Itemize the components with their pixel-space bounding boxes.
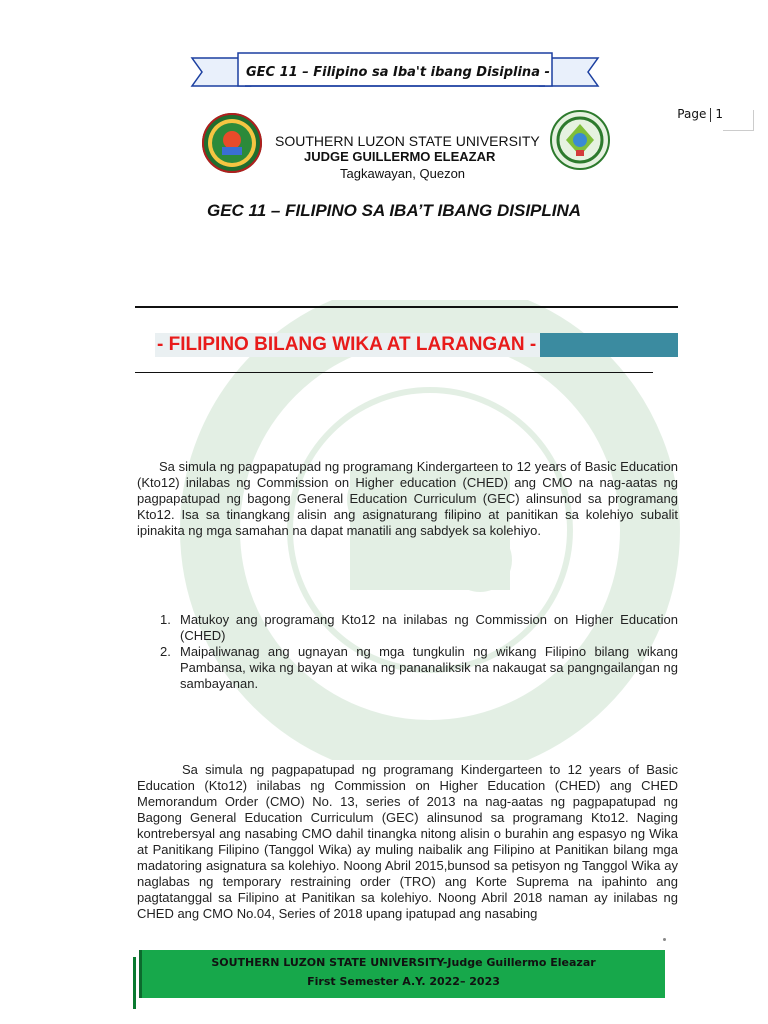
- page-label: Page: [677, 107, 707, 121]
- objectives-list: [160, 612, 678, 692]
- body-paragraph: Sa simula ng pagpapatupad ng programang Kindergarteen to 12 years of Basic Education (Kto12) inilabas ng Commission on Higher Education (CHED) ang CHED Memorandum Order (CMO) No. 13, series of 2013 na nag-aatas ng pagpapatupad ng Bagong General Education Curriculum (GEC) alinsunod sa programang Kto12. Naging kontrebersyal ang nasabing CMO dahil tinangka nitong alisin o burahin ang espasyo ng Wika at Panitikang Filipino (Tanggol Wika) ay muling naibalik ang Filipino at Panitikan bilang mga madatoring asignatura sa kolehiyo. Noong Abril 2015,bunsod sa petisyon ng Tanggol Wika ay naglabas ng temporary restraining order (TRO) ang Korte Suprema na ipahinto ang pagtatanggal sa Filipino at Panitikan sa kolehiyo. Noong Abril 2018 naman ay inilabas ng CHED ang CMO No.04, Series of 2018 upang ipatupad ang nasabing: [137, 762, 678, 921]
- topic-title-bar: [155, 333, 678, 357]
- page-footer: [139, 950, 665, 998]
- campus-name: JUDGE GUILLERMO ELEAZAR: [304, 149, 496, 164]
- footer-accent-line: [133, 957, 136, 1009]
- topic-title: - FILIPINO BILANG WIKA AT LARANGAN -: [155, 333, 540, 357]
- objective-item: [160, 612, 678, 644]
- footer-dot: [663, 938, 666, 941]
- objective-text: Matukoy ang programang Kto12 na inilabas ng Commission on Higher Education (CHED): [180, 612, 678, 643]
- page-number: [677, 107, 723, 122]
- campus-location: Tagkawayan, Quezon: [340, 166, 466, 181]
- page-corner-mark: [723, 110, 754, 131]
- header-banner-text: GEC 11 – Filipino sa Iba't ibang Disiplina -: [246, 65, 550, 80]
- course-title: GEC 11 – FILIPINO SA IBA’T IBANG DISIPLINA: [207, 201, 582, 220]
- intro-paragraph: Sa simula ng pagpapatupad ng programang Kindergarteen to 12 years of Basic Education (Kto12) inilabas ng Commission on Higher education (CHED) ang CMO na nag-aatas ng pagpapatupad ng bagong General Education Curriculum (GEC) alinsunod sa programang Kto12. Isa sa tinangkang alisin ang asignaturang filipino at panitikan sa kolehiyo subalit ipinakita ng mga samahan na dapat manatili ang sabdyek sa kolehiyo.: [137, 459, 678, 538]
- objective-item: [160, 644, 678, 692]
- divider-top: [135, 306, 678, 308]
- university-name: SOUTHERN LUZON STATE UNIVERSITY: [275, 133, 540, 149]
- university-seal-left-icon: [201, 112, 263, 174]
- page-number-value: 1: [715, 107, 723, 121]
- page-divider: [710, 108, 711, 122]
- objective-number: 2.: [160, 644, 171, 659]
- objective-text: Maipaliwanag ang ugnayan ng mga tungkulin ng wikang Filipino bilang wikang Pambansa, wika ng bayan at wika ng pananaliksik na nakaugat sa pangngailangan ng sambayanan.: [180, 644, 678, 691]
- objective-number: 1.: [160, 612, 171, 627]
- footer-semester: First Semester A.Y. 2022– 2023: [307, 975, 500, 988]
- footer-university: SOUTHERN LUZON STATE UNIVERSITY-Judge Guillermo Eleazar: [211, 956, 596, 969]
- campus-seal-right-icon: [550, 110, 610, 170]
- divider-bottom: [135, 372, 653, 373]
